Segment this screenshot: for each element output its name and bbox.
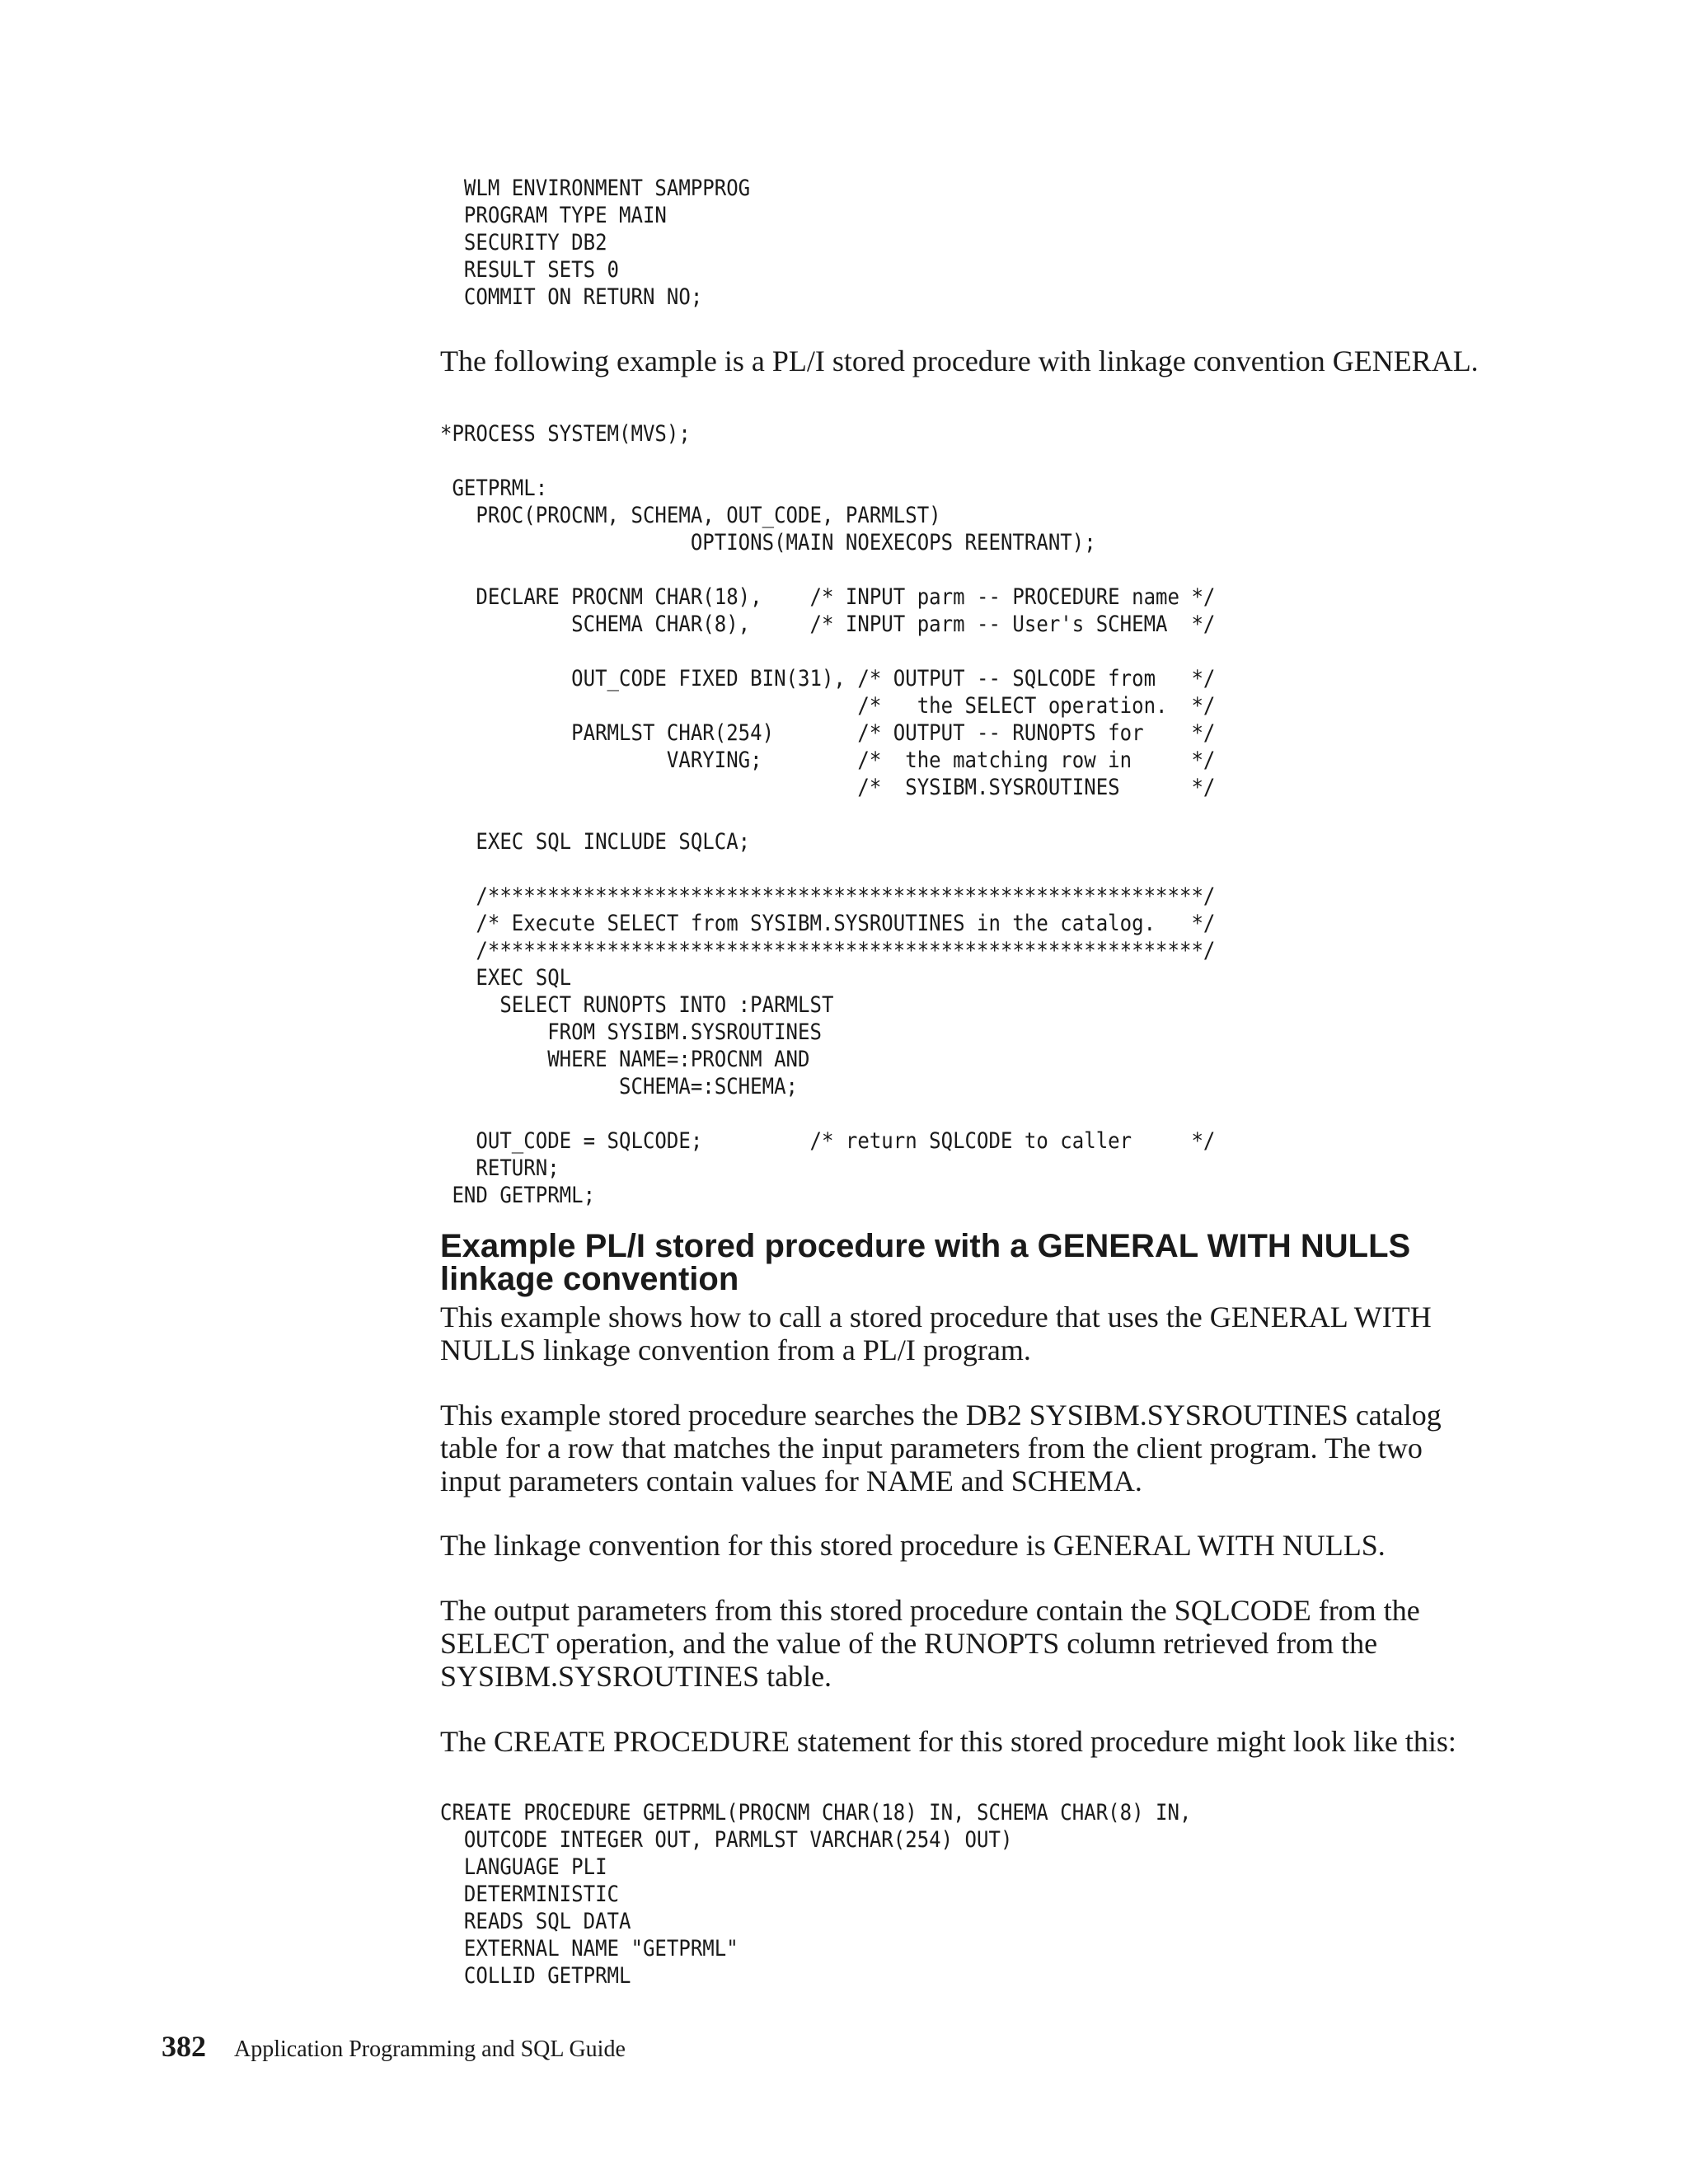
book-title: Application Programming and SQL Guide <box>234 2036 626 2062</box>
paragraph-output-parameters: The output parameters from this stored procedure contain the SQLCODE from the SELECT operation, and the value of the RUNOPTS column retrieved from the SYSIBM.SYSROUTINES table. <box>440 1594 1420 1693</box>
paragraph-catalog-search: This example stored procedure searches the DB2 SYSIBM.SYSROUTINES catalog table for a row that matches the input parameters from the client program. The two input parameters contain values for NAME and SCHEMA. <box>440 1399 1442 1497</box>
section-heading: Example PL/I stored procedure with a GENERAL WITH NULLS linkage convention <box>440 1228 1411 1297</box>
code-block-procedure-options: WLM ENVIRONMENT SAMPPROG PROGRAM TYPE MAIN SECURITY DB2 RESULT SETS 0 COMMIT ON RETURN NO; <box>463 176 751 310</box>
paragraph-pli-general-intro: The following example is a PL/I stored procedure with linkage convention GENERAL. <box>440 344 1479 377</box>
page-number: 382 <box>162 2030 206 2063</box>
code-block-create-procedure: CREATE PROCEDURE GETPRML(PROCNM CHAR(18) IN, SCHEMA CHAR(8) IN, OUTCODE INTEGER OUT, PARMLST VARCHAR(254) OUT) LANGUAGE PLI DETERMINISTIC READS SQL DATA EXTERNAL NAME "GETPRML" COLLID GETPRML <box>440 1800 1192 1989</box>
paragraph-example-description: This example shows how to call a stored procedure that uses the GENERAL WITH NULLS linkage convention from a PL/I program. <box>440 1301 1432 1366</box>
page-footer <box>162 2029 626 2064</box>
paragraph-linkage-convention: The linkage convention for this stored procedure is GENERAL WITH NULLS. <box>440 1529 1386 1562</box>
code-block-pli-general-procedure: *PROCESS SYSTEM(MVS); GETPRML: PROC(PROCNM, SCHEMA, OUT_CODE, PARMLST) OPTIONS(MAIN NOEXECOPS REENTRANT); DECLARE PROCNM CHAR(18), /* INPUT parm -- PROCEDURE name */ SCHEMA CHAR(8), /* INPUT parm -- User's SCHEMA */ OUT_CODE FIXED BIN(31), /* OUTPUT -- SQLCODE from */ /* the SELECT operation. */ PARMLST CHAR(254) /* OUTPUT -- RUNOPTS for */ VARYING; /* the matching row in */ /* SYSIBM.SYSROUTINES */ EXEC SQL INCLUDE SQLCA; /************************************************************/ /* Execute SELECT from SYSIBM.SYSROUTINES in the catalog. */ /************************************************************/ EXEC SQL SELECT RUNOPTS INTO :PARMLST FROM SYSIBM.SYSROUTINES WHERE NAME=:PROCNM AND SCHEMA=:SCHEMA; OUT_CODE = SQLCODE; /* return SQLCODE to caller */ RETURN; END GETPRML; <box>440 421 1216 1208</box>
paragraph-create-procedure-intro: The CREATE PROCEDURE statement for this stored procedure might look like this: <box>440 1725 1456 1758</box>
